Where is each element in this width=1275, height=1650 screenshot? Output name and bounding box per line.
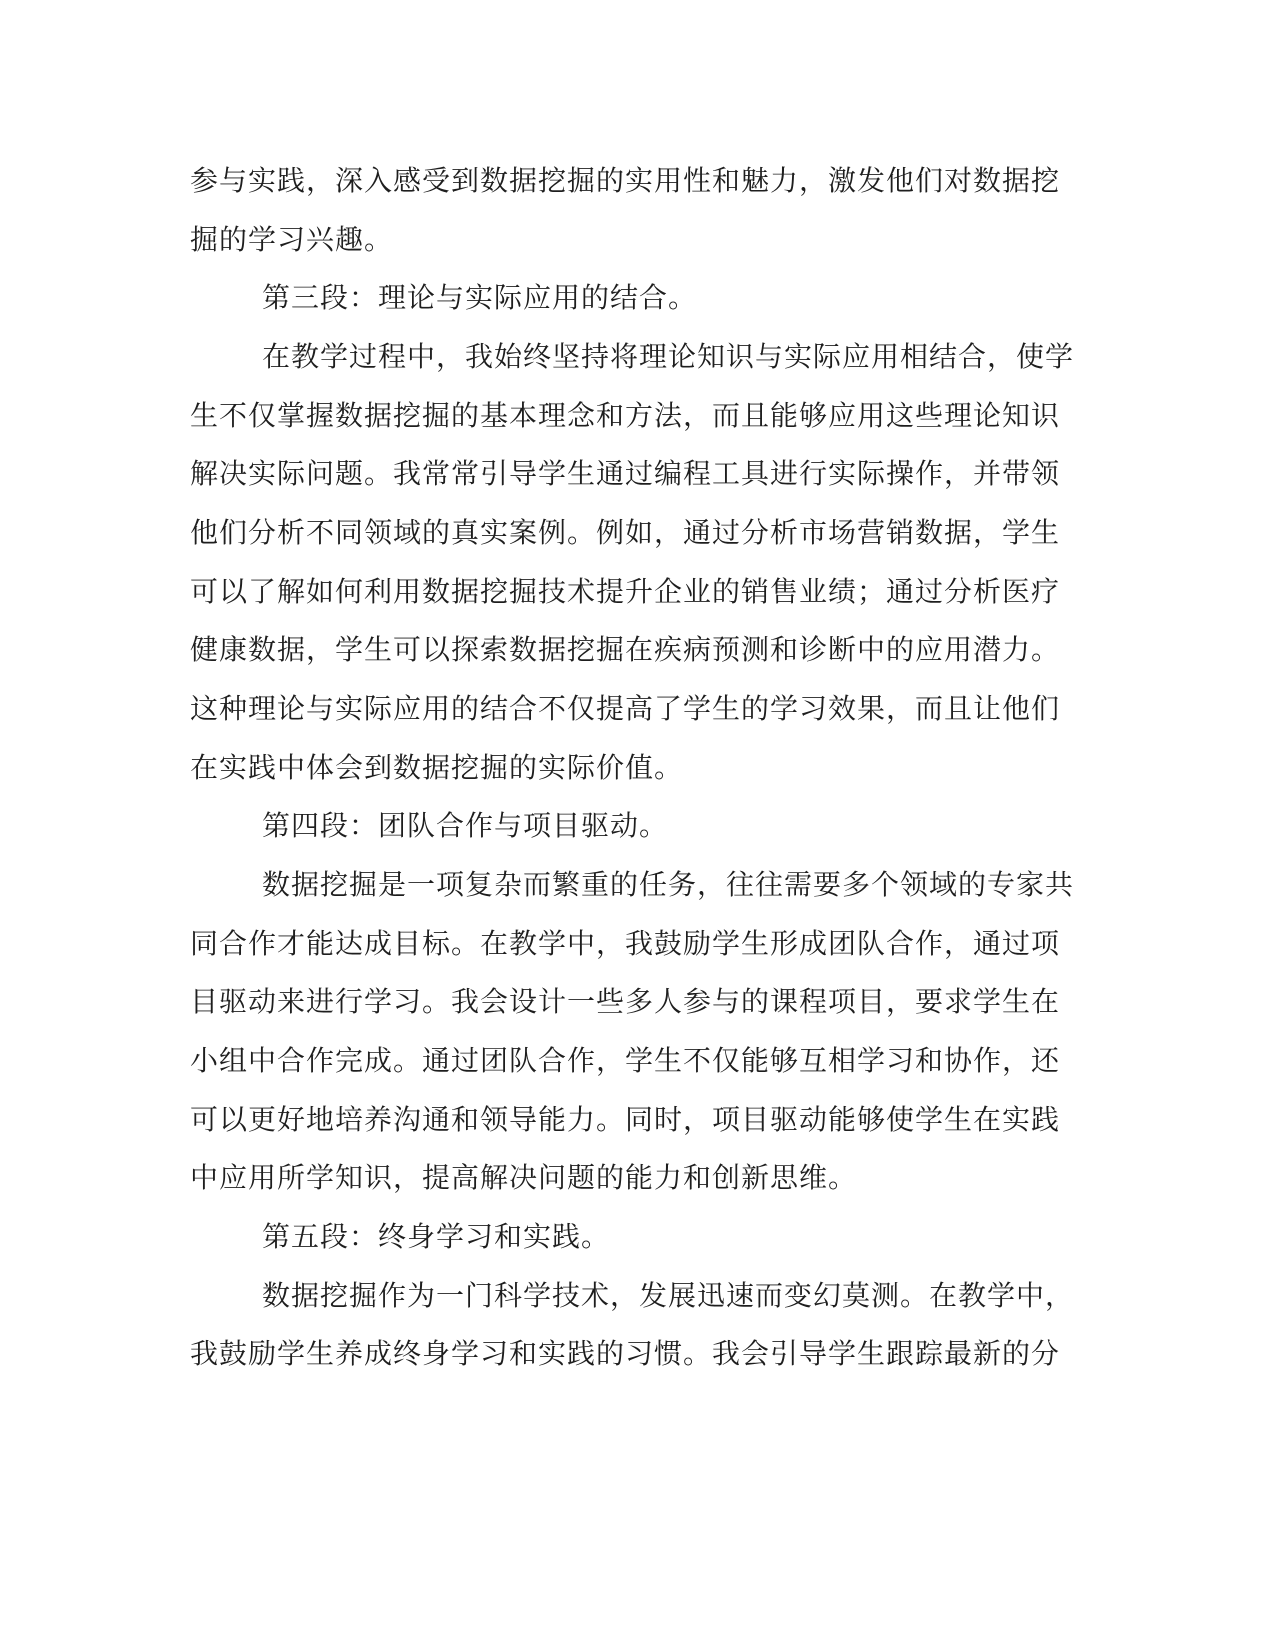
text-line: 掘的学习兴趣。: [190, 223, 394, 256]
text-line: 我鼓励学生养成终身学习和实践的习惯。我会引导学生跟踪最新的分: [190, 1337, 1061, 1370]
section-heading: 第四段：团队合作与项目驱动。: [262, 809, 669, 842]
text-line: 健康数据，学生可以探索数据挖掘在疾病预测和诊断中的应用潜力。: [190, 633, 1061, 666]
text-line: 同合作才能达成目标。在教学中，我鼓励学生形成团队合作，通过项: [190, 927, 1061, 960]
text-line: 在教学过程中，我始终坚持将理论知识与实际应用相结合，使学: [262, 340, 1075, 373]
text-line: 可以更好地培养沟通和领导能力。同时，项目驱动能够使学生在实践: [190, 1103, 1061, 1136]
text-line: 目驱动来进行学习。我会设计一些多人参与的课程项目，要求学生在: [190, 985, 1061, 1018]
text-line: 可以了解如何利用数据挖掘技术提升企业的销售业绩；通过分析医疗: [190, 575, 1061, 608]
section-heading: 第五段：终身学习和实践。: [262, 1220, 611, 1253]
text-line: 小组中合作完成。通过团队合作，学生不仅能够互相学习和协作，还: [190, 1044, 1061, 1077]
text-line: 生不仅掌握数据挖掘的基本理念和方法，而且能够应用这些理论知识: [190, 399, 1061, 432]
text-line: 数据挖掘是一项复杂而繁重的任务，往往需要多个领域的专家共: [262, 868, 1075, 901]
text-line: 数据挖掘作为一门科学技术，发展迅速而变幻莫测。在教学中，: [262, 1279, 1075, 1312]
text-line: 在实践中体会到数据挖掘的实际价值。: [190, 751, 684, 784]
text-line: 中应用所学知识，提高解决问题的能力和创新思维。: [190, 1161, 858, 1194]
text-line: 他们分析不同领域的真实案例。例如，通过分析市场营销数据，学生: [190, 516, 1061, 549]
section-heading: 第三段：理论与实际应用的结合。: [262, 281, 698, 314]
text-line: 解决实际问题。我常常引导学生通过编程工具进行实际操作，并带领: [190, 457, 1061, 490]
text-line: 参与实践，深入感受到数据挖掘的实用性和魅力，激发他们对数据挖: [190, 164, 1061, 197]
text-line: 这种理论与实际应用的结合不仅提高了学生的学习效果，而且让他们: [190, 692, 1061, 725]
